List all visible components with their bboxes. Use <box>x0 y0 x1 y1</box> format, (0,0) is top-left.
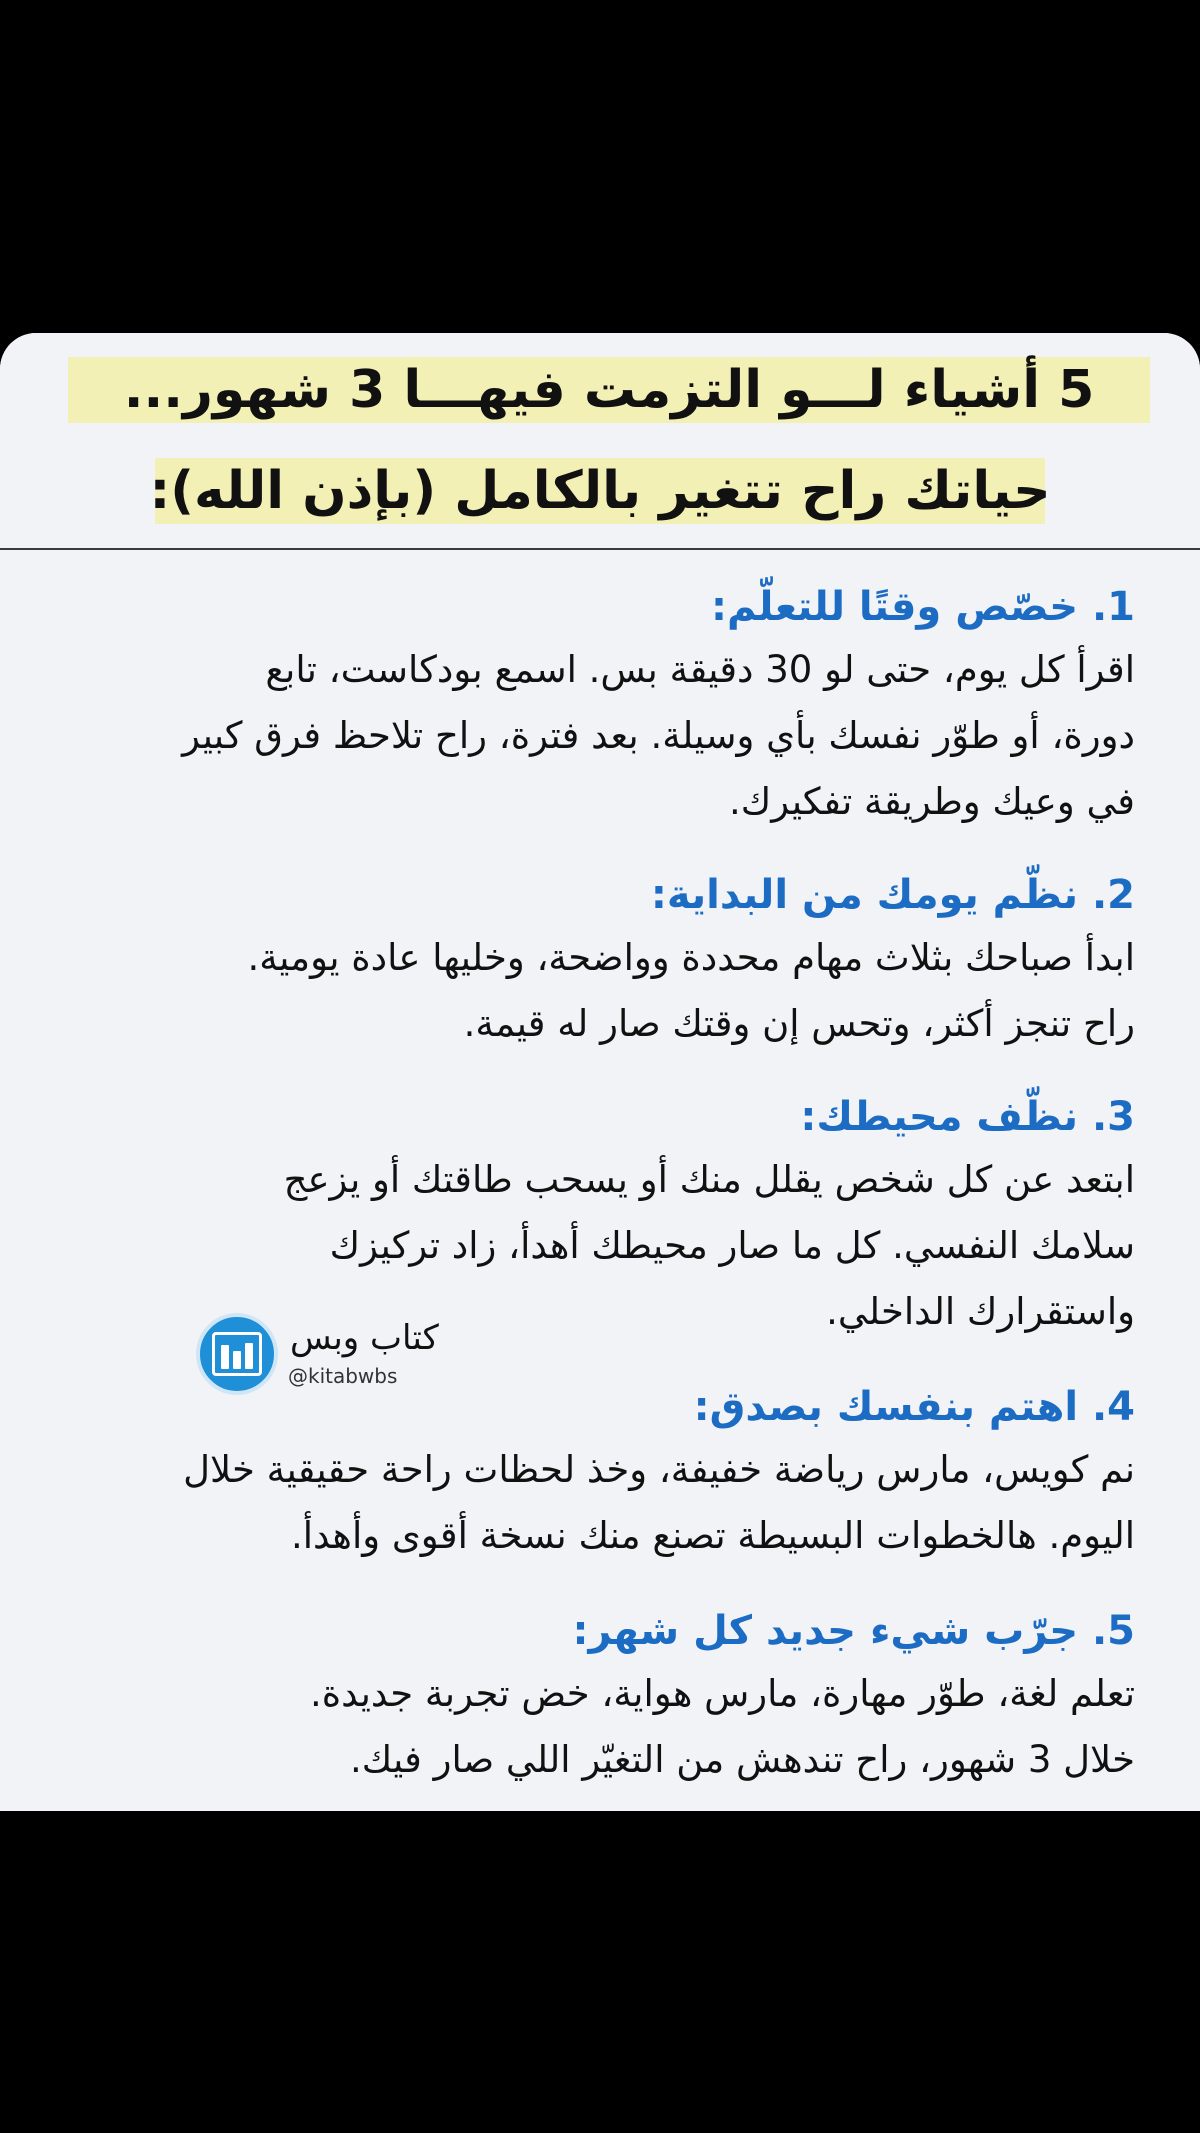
title-line-1: 5 أشياء لـــو التزمت فيهـــا 3 شهور... <box>68 357 1150 423</box>
section-1-line-2: دورة، أو طوّر نفسك بأي وسيلة. بعد فترة، راح تلاحظ فرق كبير <box>182 714 1135 757</box>
section-1-heading: 1. خصّص وقتًا للتعلّم: <box>711 584 1135 630</box>
section-5-line-2: خلال 3 شهور، راح تندهش من التغيّر اللي صار فيك. <box>350 1738 1135 1781</box>
section-5-line-1: تعلم لغة، طوّر مهارة، مارس هواية، خض تجربة جديدة. <box>310 1672 1135 1715</box>
section-4-heading: 4. اهتم بنفسك بصدق: <box>693 1384 1135 1430</box>
book-logo-mark <box>212 1332 262 1376</box>
section-4-line-1: نم كويس، مارس رياضة خفيفة، وخذ لحظات راحة حقيقية خلال <box>183 1448 1135 1491</box>
title-line-2: حياتك راح تتغير بالكامل (بإذن الله): <box>155 458 1045 524</box>
section-3-heading: 3. نظّف محيطك: <box>800 1094 1135 1140</box>
section-2-line-2: راح تنجز أكثر، وتحس إن وقتك صار له قيمة. <box>463 1002 1135 1045</box>
section-3-line-2: سلامك النفسي. كل ما صار محيطك أهدأ، زاد تركيزك <box>329 1224 1135 1267</box>
section-3-line-3: واستقرارك الداخلي. <box>826 1290 1135 1333</box>
book-logo-icon <box>196 1313 278 1395</box>
section-2-heading: 2. نظّم يومك من البداية: <box>650 872 1135 918</box>
section-5-heading: 5. جرّب شيء جديد كل شهر: <box>572 1608 1135 1654</box>
section-3-line-1: ابتعد عن كل شخص يقلل منك أو يسحب طاقتك أو يزعج <box>283 1158 1135 1201</box>
brand-name: كتاب وبس <box>290 1318 439 1358</box>
section-2-line-1: ابدأ صباحك بثلاث مهام محددة وواضحة، وخليها عادة يومية. <box>247 936 1135 979</box>
post-card <box>0 333 1200 1811</box>
section-4-line-2: اليوم. هالخطوات البسيطة تصنع منك نسخة أقوى وأهدأ. <box>290 1514 1135 1557</box>
section-1-line-1: اقرأ كل يوم، حتى لو 30 دقيقة بس. اسمع بودكاست، تابع <box>265 648 1135 691</box>
logo-bar <box>233 1351 241 1369</box>
section-1-line-3: في وعيك وطريقة تفكيرك. <box>729 780 1135 823</box>
brand-handle: @kitabwbs <box>288 1364 398 1388</box>
logo-bar <box>245 1343 253 1369</box>
logo-bar <box>221 1345 229 1369</box>
post-header <box>0 333 1200 550</box>
